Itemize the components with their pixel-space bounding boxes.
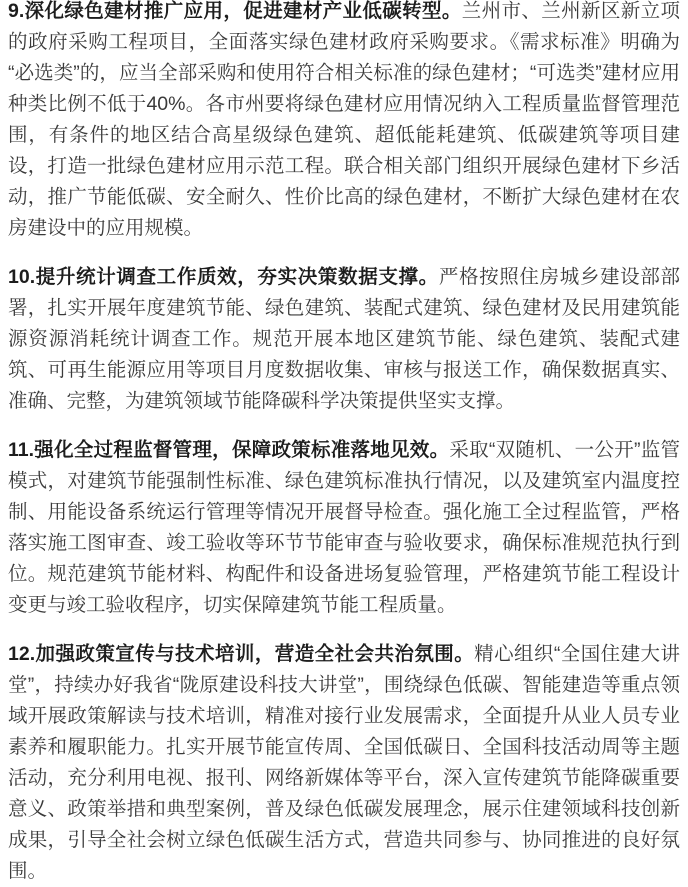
paragraph-9-body: 兰州市、兰州新区新立项的政府采购工程项目，全面落实绿色建材政府采购要求。《需求标准》明确为“必选类”的，应当全部采购和使用符合相关标准的绿色建材；“可选类”建材应用种类比例不低于40%。各市州要将绿色建材应用情况纳入工程质量监督管理范围，有条件的地区结合高星级绿色建筑、超低能耗建筑、低碳建筑等项目建设，打造一批绿色建材应用示范工程。联合相关部门组织开展绿色建材下乡活动，推广节能低碳、安全耐久、性价比高的绿色建材，不断扩大绿色建材在农房建设中的应用规模。 [8, 0, 680, 239]
paragraph-10-body: 严格按照住房城乡建设部部署，扎实开展年度建筑节能、绿色建筑、装配式建筑、绿色建材及民用建筑能源资源消耗统计调查工作。规范开展本地区建筑节能、绿色建筑、装配式建筑、可再生能源应用等项目月度数据收集、审核与报送工作，确保数据真实、准确、完整，为建筑领域节能降碳科学决策提供坚实支撑。 [8, 266, 680, 412]
paragraph-9-heading: 深化绿色建材推广应用，促进建材产业低碳转型。 [24, 0, 462, 22]
paragraph-10-number: 10. [8, 266, 36, 288]
paragraph-10-heading: 提升统计调查工作质效，夯实决策数据支撑。 [35, 266, 439, 288]
policy-paragraph-12 [8, 639, 680, 887]
paragraph-12-heading: 加强政策宣传与技术培训，营造全社会共治氛围。 [35, 643, 475, 665]
paragraph-9-number: 9. [8, 0, 25, 22]
paragraph-12-body: 精心组织“全国住建大讲堂”，持续办好我省“陇原建设科技大讲堂”，围绕绿色低碳、智能建造等重点领域开展政策解读与技术培训，精准对接行业发展需求，全面提升从业人员专业素养和履职能力。扎实开展节能宣传周、全国低碳日、全国科技活动周等主题活动，充分利用电视、报刊、网络新媒体等平台，深入宣传建筑节能降碳重要意义、政策举措和典型案例，普及绿色低碳发展理念，展示住建领域科技创新成果，引导全社会树立绿色低碳生活方式，营造共同参与、协同推进的良好氛围。 [8, 643, 680, 882]
paragraph-11-heading: 强化全过程监督管理，保障政策标准落地见效。 [34, 439, 450, 461]
policy-paragraph-9 [8, 0, 680, 244]
policy-paragraph-11 [8, 435, 680, 621]
policy-paragraph-10 [8, 262, 680, 417]
paragraph-11-number: 11. [8, 439, 35, 461]
paragraph-12-number: 12. [8, 643, 36, 665]
paragraph-11-body: 采取“双随机、一公开”监管模式，对建筑节能强制性标准、绿色建筑标准执行情况，以及建筑室内温度控制、用能设备系统运行管理等情况开展督导检查。强化施工全过程监管，严格落实施工图审查、竣工验收等环节节能审查与验收要求，确保标准规范执行到位。规范建筑节能材料、构配件和设备进场复验管理，严格建筑节能工程设计变更与竣工验收程序，切实保障建筑节能工程质量。 [8, 439, 680, 616]
